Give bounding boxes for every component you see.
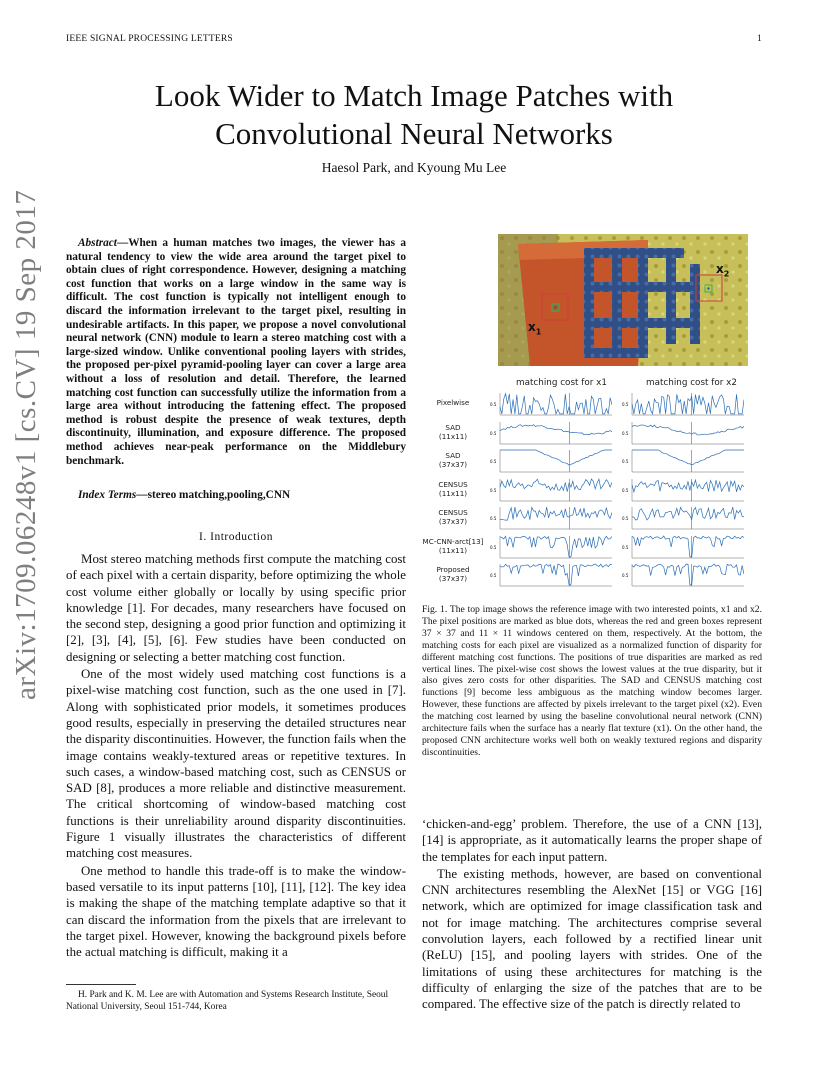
cost-curve	[500, 536, 612, 557]
cost-panel	[622, 449, 744, 477]
col-title-x2: matching cost for x2	[646, 378, 737, 388]
cost-panel	[490, 392, 612, 420]
cost-curve	[632, 507, 744, 520]
right-column-body	[422, 816, 762, 1013]
cost-curve	[632, 480, 744, 492]
tick-label: 0.5	[490, 459, 497, 464]
cost-curve	[500, 394, 612, 414]
index-terms-text: —stereo matching,pooling,CNN	[136, 489, 291, 501]
tick-label: 0.5	[622, 573, 629, 578]
cost-panel	[622, 535, 744, 563]
index-terms-label: Index Terms	[78, 489, 137, 501]
section-heading: I. Introduction	[199, 531, 273, 543]
abstract-label: Abstract	[78, 237, 117, 249]
tick-label: 0.5	[622, 487, 629, 493]
row-label: Proposed (37x37)	[436, 565, 470, 583]
cost-curve	[632, 424, 744, 434]
footnote-rule	[66, 984, 136, 985]
abstract-text: —When a human matches two images, the viewer has a natural tendency to view the wide area around the target pixel to obtain clues of right correspondence. However, designing a matching cost function that works on a large window in the same way is difficult. The cost function is typically not intelligent enough to discard the information irrelevant to the target pixel, resulting in undesirable artifacts. In this paper, we propose a novel convolutional neural network (CNN) module to learn a stereo matching cost with a large-sized window. Unlike conventional pooling layers with strides, the proposed per-pixel pyramid-pooling layer can cover a large area without a loss of resolution and detail. Therefore, the learned matching cost function can successfully utilize the information from a large area without introducing the fattening effect. The proposed method is robust despite the presence of weak textures, depth discontinuity, illumination, and exposure difference. The proposed method achieves near-peak performance on the Middlebury benchmark.	[66, 237, 406, 467]
authors: Haesol Park, and Kyoung Mu Lee	[321, 160, 507, 175]
tick-label: 0.5	[490, 430, 497, 436]
intro-paragraph: Most stereo matching methods first compute the matching cost of each pixel with a certain disparity, before optimizing the whole cost volume either globally or locally by using specific prior knowledge [1]. For decades, many researchers have focused on the second step, designing a good prior function and optimizing it [2], [3], [4], [5], [6]. Few studies have been conducted on designing or selecting a better matching cost function.	[66, 552, 406, 664]
cost-panel	[622, 392, 744, 420]
cost-panel	[622, 563, 744, 591]
intro-paragraph: One of the most widely used matching cost functions is a pixel-wise matching cost function, such as the one used in [7]. Along with sophisticated prior models, it sometimes produces good results, especially in preserving the detailed structures near the disparity discontinuities. However, the function fails when the image contains weakly-textured areas or repetitive textures. In such cases, a window-based matching cost, such as CENSUS or SAD [8], produces a more reliable and distinctive measurement. The critical shortcoming of window-based matching cost functions is their unreliability around disparity discontinuities. Figure 1 visually illustrates the characteristics of different matching cost measures.	[66, 667, 406, 861]
cost-curve	[632, 450, 744, 465]
cost-panel	[622, 506, 744, 534]
tick-label: 0.5	[622, 544, 629, 550]
row-label: MC-CNN-arct[13] (11x11)	[422, 536, 484, 555]
abstract	[66, 237, 406, 468]
title-line-2: Convolutional Neural Networks	[215, 116, 613, 151]
tick-label: 0.5	[490, 402, 497, 407]
cost-curve	[632, 394, 744, 414]
cost-curve	[500, 450, 612, 465]
axis	[500, 422, 612, 444]
cost-curve	[500, 479, 612, 492]
axis	[632, 450, 744, 472]
col-title-x1: matching cost for x1	[516, 378, 607, 388]
paper-title	[0, 77, 828, 153]
cost-panel	[490, 535, 612, 563]
body-paragraph: The existing methods, however, are based on conventional CNN architectures resembling the AlexNet [15] or VGG [16] network, which are optimized for image classification task and not for image matching. The architectures comprise several convolution layers, each followed by a rectified linear unit (ReLU) [15], and pooling layers with strides. One of the limitations of using these architectures for matching is the difficulty of enlarging the size of the patches that are to be compared. The effective size of the patch is directly related to	[422, 866, 762, 1012]
body-paragraph: ‘chicken-and-egg’ problem. Therefore, the use of a CNN [13], [14] is appropriate, as it automatically learns the proper shape of the templates for each input pattern.	[422, 817, 762, 864]
tick-label: 0.5	[490, 573, 497, 578]
row-label: Pixelwise	[436, 398, 470, 407]
cost-panel	[490, 421, 612, 449]
title-line-1: Look Wider to Match Image Patches with	[154, 78, 674, 113]
tick-label: 0.5	[622, 459, 629, 464]
cost-curve	[500, 424, 612, 434]
arxiv-stamp: arXiv:1709.06248v1 [cs.CV] 19 Sep 2017	[10, 189, 42, 700]
tick-label: 0.5	[622, 402, 629, 407]
tick-label: 0.5	[622, 516, 629, 521]
reference-image	[498, 234, 748, 366]
tick-label: 0.5	[490, 544, 497, 550]
x2-label: $x_2$	[716, 262, 730, 279]
footnote: H. Park and K. M. Lee are with Automation and Systems Research Institute, Seoul National University, Seoul 151-744, Korea	[66, 990, 389, 1012]
running-header: IEEE SIGNAL PROCESSING LETTERS	[66, 34, 233, 44]
tick-label: 0.5	[490, 516, 497, 521]
intro-paragraph: One method to handle this trade-off is to make the window-based versatile to its input patterns [10], [11], [12]. The key idea is making the shape of the matching template adaptive so that it can discard the information from the pixels that are irrelevant to the target pixel. However, knowing the background pixels before the actual matching is difficult, making it a	[66, 863, 406, 960]
page-number: 1	[757, 34, 762, 44]
cost-panel	[490, 478, 612, 506]
tick-label: 0.5	[622, 430, 629, 436]
intro-body	[66, 551, 406, 960]
cost-curve	[500, 564, 612, 585]
figure-caption: Fig. 1. The top image shows the reference image with two interested points, x1 and x2. The pixel positions are marked as blue dots, whereas the red and green boxes represent 37 × 37 and 11 × 11 windows centered on them, respectively. At the bottom, the matching costs for each pixel are visualized as a normalized function of disparity for different matching cost functions. The positions of true disparities are marked as red vertical lines. The pixel-wise cost shows the lowest values at the true disparity, but it also gives zero costs for other disparities. The SAD and CENSUS matching cost functions [9] become less ambiguous as the matching window becomes larger. However, these functions are affected by pixels irrelevant to the target pixel (x2). Even the matching cost learned by using the baseline convolutional neural network (CNN) architecture fails when the surface has a nearly flat texture (x1). On the other hand, the proposed CNN architecture works well both on weakly textured regions and disparity discontinuities.	[422, 604, 762, 758]
cost-curve	[632, 536, 744, 557]
cost-panel	[490, 563, 612, 591]
cost-curve	[632, 564, 744, 585]
index-terms	[66, 489, 406, 501]
row-label: SAD (11x11)	[438, 422, 468, 441]
cost-plots	[422, 390, 762, 600]
x1-label: $x_1$	[528, 320, 542, 337]
axis	[632, 393, 744, 415]
row-label: CENSUS (11x11)	[438, 479, 468, 498]
tick-label: 0.5	[490, 487, 497, 493]
cost-panel	[490, 449, 612, 477]
cost-panel	[622, 421, 744, 449]
cost-panel	[622, 478, 744, 506]
cost-curve	[500, 507, 612, 520]
row-label: SAD (37x37)	[438, 451, 468, 469]
axis	[500, 507, 612, 529]
row-label: CENSUS (37x37)	[438, 508, 468, 526]
cost-panel	[490, 506, 612, 534]
